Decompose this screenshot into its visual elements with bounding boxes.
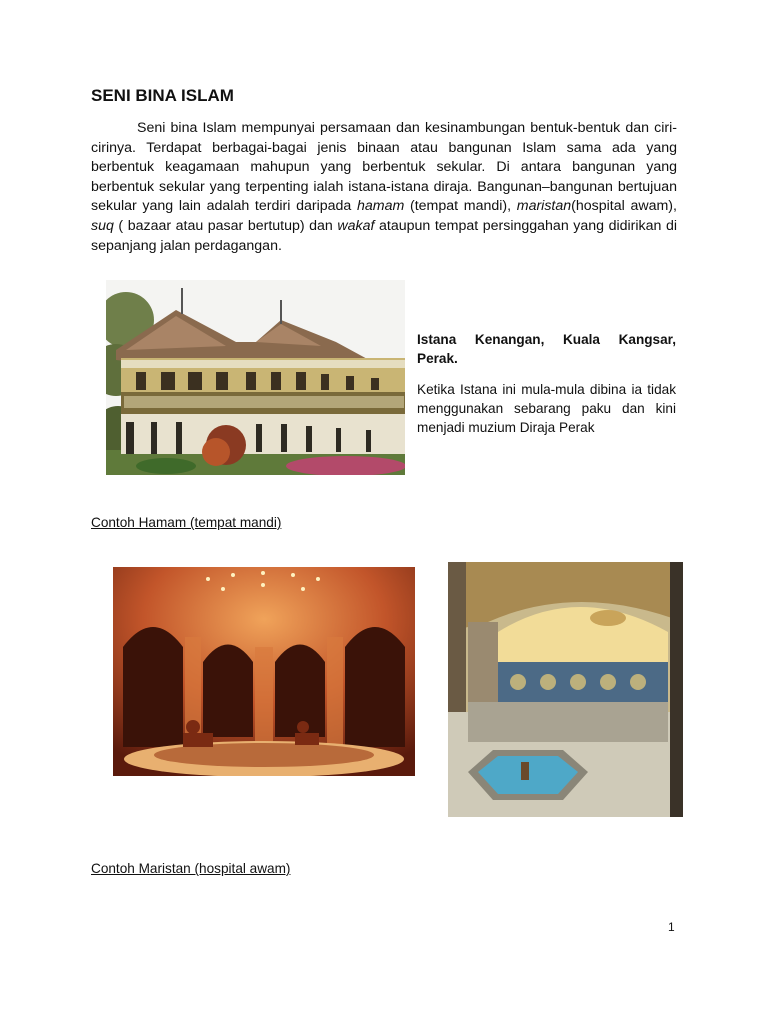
hamam-photo-1 xyxy=(113,567,415,776)
palace-photo xyxy=(106,280,405,475)
term-hamam: hamam xyxy=(356,198,405,215)
intro-paragraph xyxy=(91,119,677,256)
para-text-3: (hospital awam), xyxy=(571,198,677,215)
para-text-4: ( bazaar atau pasar bertutup) dan xyxy=(113,217,338,234)
section-hamam-label: Contoh Hamam (tempat mandi) xyxy=(91,515,282,530)
section-maristan-label: Contoh Maristan (hospital awam) xyxy=(91,861,291,876)
term-wakaf: wakaf xyxy=(337,217,375,234)
hamam-photo-2 xyxy=(448,562,683,817)
term-maristan: maristan xyxy=(516,198,572,215)
palace-caption-title: Istana Kenangan, Kuala Kangsar, Perak. xyxy=(417,332,676,366)
palace-caption-body: Ketika Istana ini mula-mula dibina ia tidak menggunakan sebarang paku dan kini menjadi muzium Diraja Perak xyxy=(417,382,676,435)
page-number: 1 xyxy=(668,920,675,934)
para-text-5: ataupun tempat persinggahan yang didirikan di sepanjang jalan perdagangan. xyxy=(91,217,678,254)
para-text-2: (tempat mandi), xyxy=(404,198,517,215)
term-suq: suq xyxy=(91,217,114,234)
para-text-1: Seni bina Islam mempunyai persamaan dan kesinambungan bentuk-bentuk dan ciri-cirinya. Terdapat berbagai-bagai jenis binaan atau bangunan Islam sama ada yang berbentuk keagamaan mahupun yang berbentuk sekular. Di antara bangunan yang berbentuk sekular yang terpenting ialah istana-istana diraja. Bangunan–bangunan bertujuan sekular yang lain adalah terdiri daripada xyxy=(91,120,677,215)
page-title: SENI BINA ISLAM xyxy=(91,86,234,105)
